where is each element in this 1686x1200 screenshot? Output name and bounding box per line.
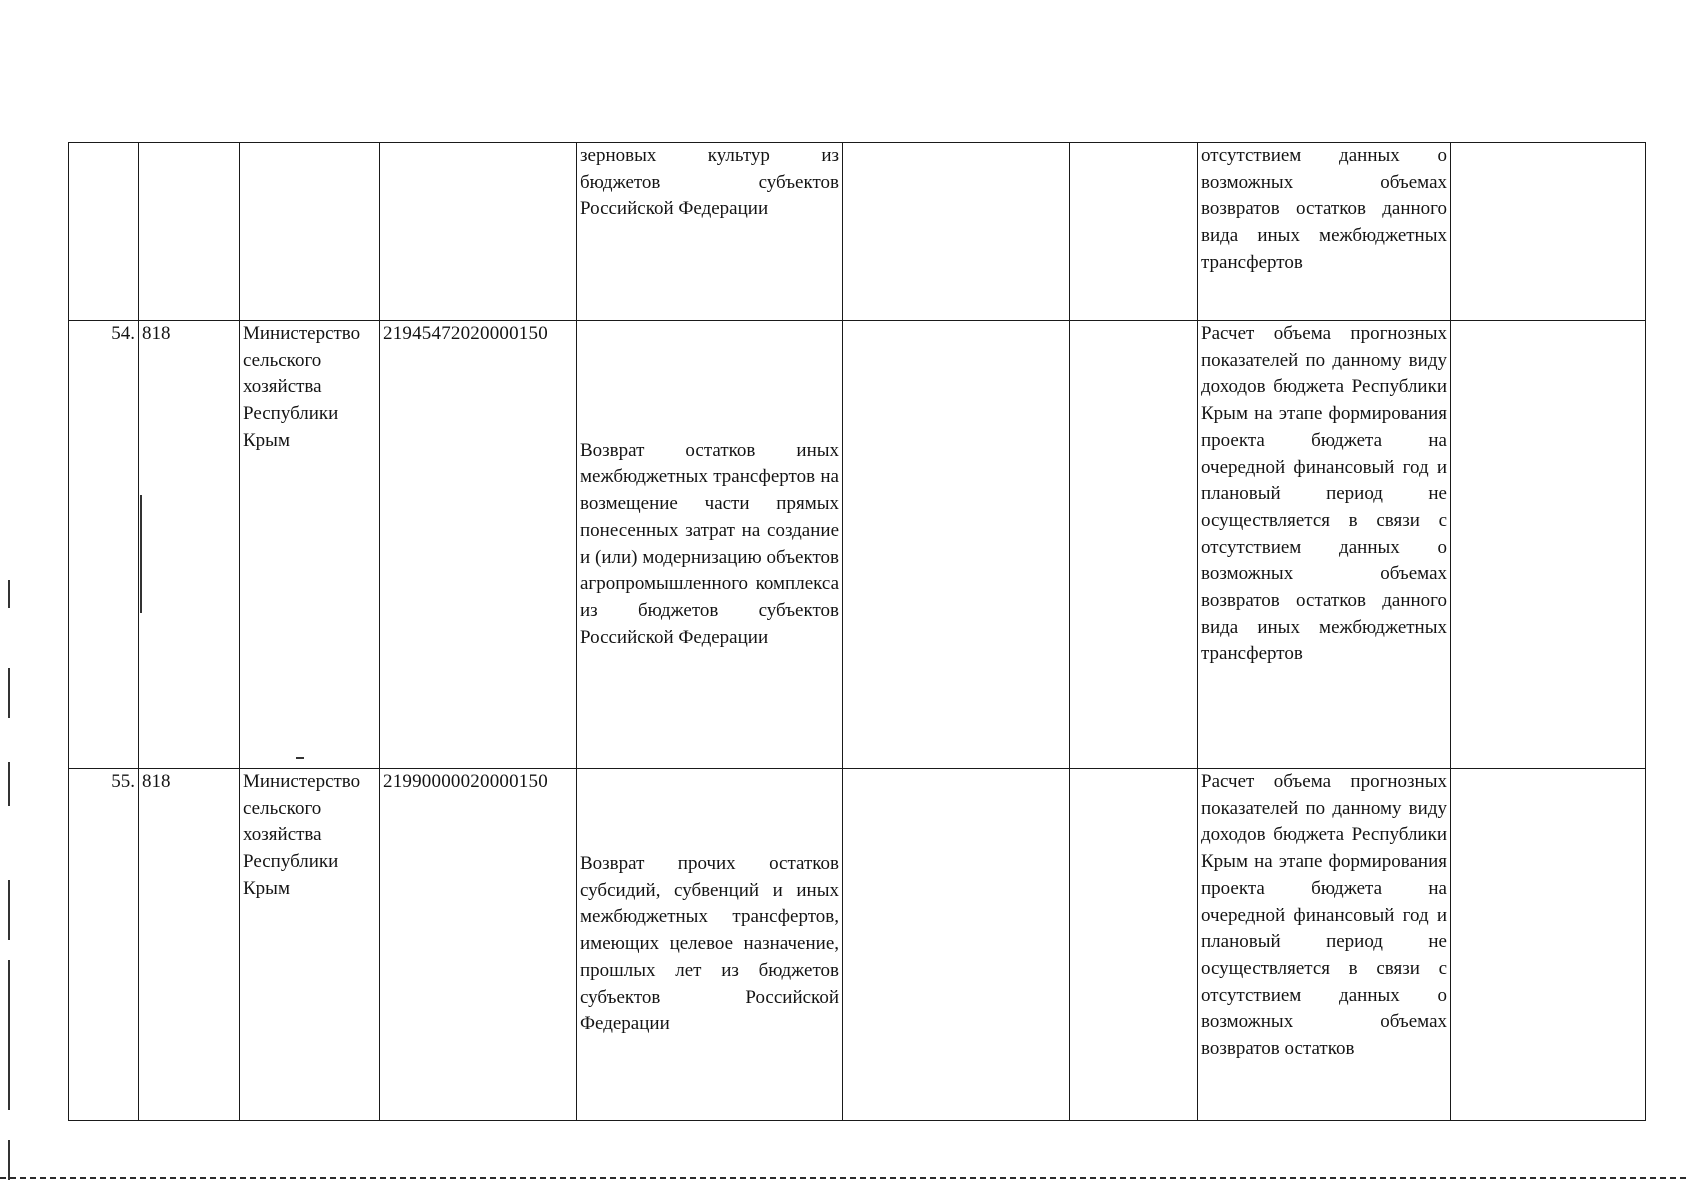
revenue-name: Возврат прочих остатков субсидий, субвенций и иных межбюджетных трансфертов, имеющих целевое назначение, прошлых лет из бюджетов субъектов Российской Федерации	[577, 769, 843, 1121]
empty-cell	[843, 143, 1070, 321]
empty-cell	[843, 769, 1070, 1121]
scan-artifact	[296, 757, 304, 759]
empty-cell	[1451, 321, 1646, 769]
budget-classification-code	[380, 143, 577, 321]
row-number: 55.	[69, 769, 139, 1121]
scan-artifact	[8, 1140, 10, 1180]
scan-artifact	[8, 580, 10, 608]
admin-code: 818	[139, 769, 240, 1121]
budget-revenue-table	[68, 142, 1646, 1121]
page-cut-line	[0, 1177, 1686, 1179]
admin-code: 818	[139, 321, 240, 769]
scan-artifact	[140, 495, 142, 613]
table-row	[69, 143, 1646, 321]
administrator-name	[240, 143, 380, 321]
empty-cell	[1070, 321, 1198, 769]
revenue-name: зерновых культур из бюджетов субъектов Российской Федерации	[577, 143, 843, 321]
scan-artifact	[8, 960, 10, 1110]
empty-cell	[1070, 769, 1198, 1121]
budget-classification-code: 21945472020000150	[380, 321, 577, 769]
empty-cell	[843, 321, 1070, 769]
empty-cell	[1070, 143, 1198, 321]
administrator-name: Министерство сельского хозяйства Республики Крым	[240, 321, 380, 769]
budget-classification-code: 21990000020000150	[380, 769, 577, 1121]
table-row	[69, 321, 1646, 769]
revenue-name: Возврат остатков иных межбюджетных трансфертов на возмещение части прямых понесенных затрат на создание и (или) модернизацию объектов агропромышленного комплекса из бюджетов субъектов Российской Федерации	[577, 321, 843, 769]
scan-artifact	[8, 668, 10, 718]
calculation-note: Расчет объема прогнозных показателей по данному виду доходов бюджета Республики Крым на этапе формирования проекта бюджета на очередной финансовый год и плановый период не осуществляется в связи с отсутствием данных о возможных объемах возвратов остатков	[1198, 769, 1451, 1121]
admin-code	[139, 143, 240, 321]
table-row	[69, 769, 1646, 1121]
scan-artifact	[8, 762, 10, 806]
empty-cell	[1451, 143, 1646, 321]
row-number: 54.	[69, 321, 139, 769]
empty-cell	[1451, 769, 1646, 1121]
scan-artifact	[8, 880, 10, 940]
row-number	[69, 143, 139, 321]
calculation-note: отсутствием данных о возможных объемах возвратов остатков данного вида иных межбюджетных трансфертов	[1198, 143, 1451, 321]
calculation-note: Расчет объема прогнозных показателей по данному виду доходов бюджета Республики Крым на этапе формирования проекта бюджета на очередной финансовый год и плановый период не осуществляется в связи с отсутствием данных о возможных объемах возвратов остатков данного вида иных межбюджетных трансфертов	[1198, 321, 1451, 769]
administrator-name: Министерство сельского хозяйства Республики Крым	[240, 769, 380, 1121]
